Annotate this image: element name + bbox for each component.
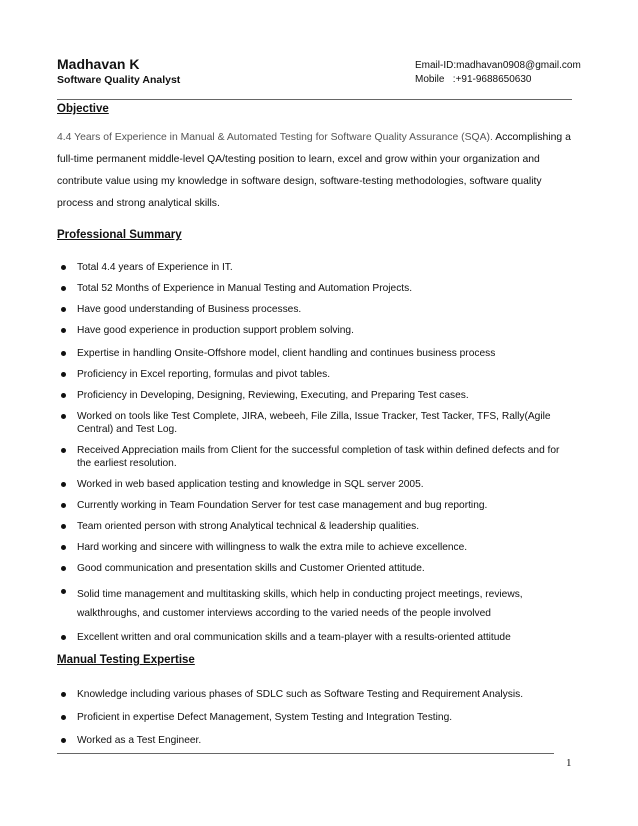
list-item: Worked in web based application testing and knowledge in SQL server 2005. [57,478,572,491]
contact-mobile: Mobile :+91-9688650630 [415,74,532,85]
manual-testing-list [57,688,572,747]
list-item: Currently working in Team Foundation Server for test case management and bug reporting. [57,499,572,512]
list-item: Total 4.4 years of Experience in IT. [57,261,572,274]
summary-list [57,261,572,644]
list-item: Hard working and sincere with willingness to walk the extra mile to achieve excellence. [57,541,572,554]
list-item: Expertise in handling Onsite-Offshore model, client handling and continues business process [57,347,572,360]
header-divider [57,99,572,100]
objective-heading: Objective [57,103,109,115]
list-item: Excellent written and oral communication skills and a team-player with a results-oriented attitude [57,631,572,644]
candidate-role: Software Quality Analyst [57,74,181,86]
list-item: Worked on tools like Test Complete, JIRA, webeeh, File Zilla, Issue Tracker, Test Tacker, TFS, Rally(Agile Central) and Test Log. [57,410,572,436]
objective-text-gray: 4.4 Years of Experience in Manual & Automated Testing for Software Quality Assurance (SQA). [57,132,493,143]
objective-text [57,127,572,215]
manual-testing-heading: Manual Testing Expertise [57,654,195,666]
list-item: Have good understanding of Business processes. [57,303,572,316]
list-item: Solid time management and multitasking skills, which help in conducting project meetings, reviews, walkthroughs, and customer interviews according to the varied needs of the people involved [57,585,572,623]
objective-text-rest: Accomplishing a full-time permanent middle-level QA/testing position to learn, excel and grow within your organization and contribute value using my knowledge in software design, software-testing methodologies, software quality process and strong analytical skills. [57,132,571,209]
list-item: Worked as a Test Engineer. [57,734,572,747]
footer-divider [57,753,554,754]
list-item: Received Appreciation mails from Client for the successful completion of task within defined defects and for the earliest resolution. [57,444,572,470]
list-item: Good communication and presentation skills and Customer Oriented attitude. [57,562,572,575]
summary-heading: Professional Summary [57,229,182,241]
page-number: 1 [566,757,572,769]
list-item: Proficient in expertise Defect Management, System Testing and Integration Testing. [57,711,572,724]
list-item: Have good experience in production support problem solving. [57,324,572,337]
list-item: Proficiency in Excel reporting, formulas and pivot tables. [57,368,572,381]
list-item: Team oriented person with strong Analytical technical & leadership qualities. [57,520,572,533]
contact-email: Email-ID:madhavan0908@gmail.com [415,60,581,71]
list-item: Proficiency in Developing, Designing, Reviewing, Executing, and Preparing Test cases. [57,389,572,402]
candidate-name: Madhavan K [57,56,140,72]
list-item: Knowledge including various phases of SDLC such as Software Testing and Requirement Analysis. [57,688,572,701]
list-item: Total 52 Months of Experience in Manual Testing and Automation Projects. [57,282,572,295]
